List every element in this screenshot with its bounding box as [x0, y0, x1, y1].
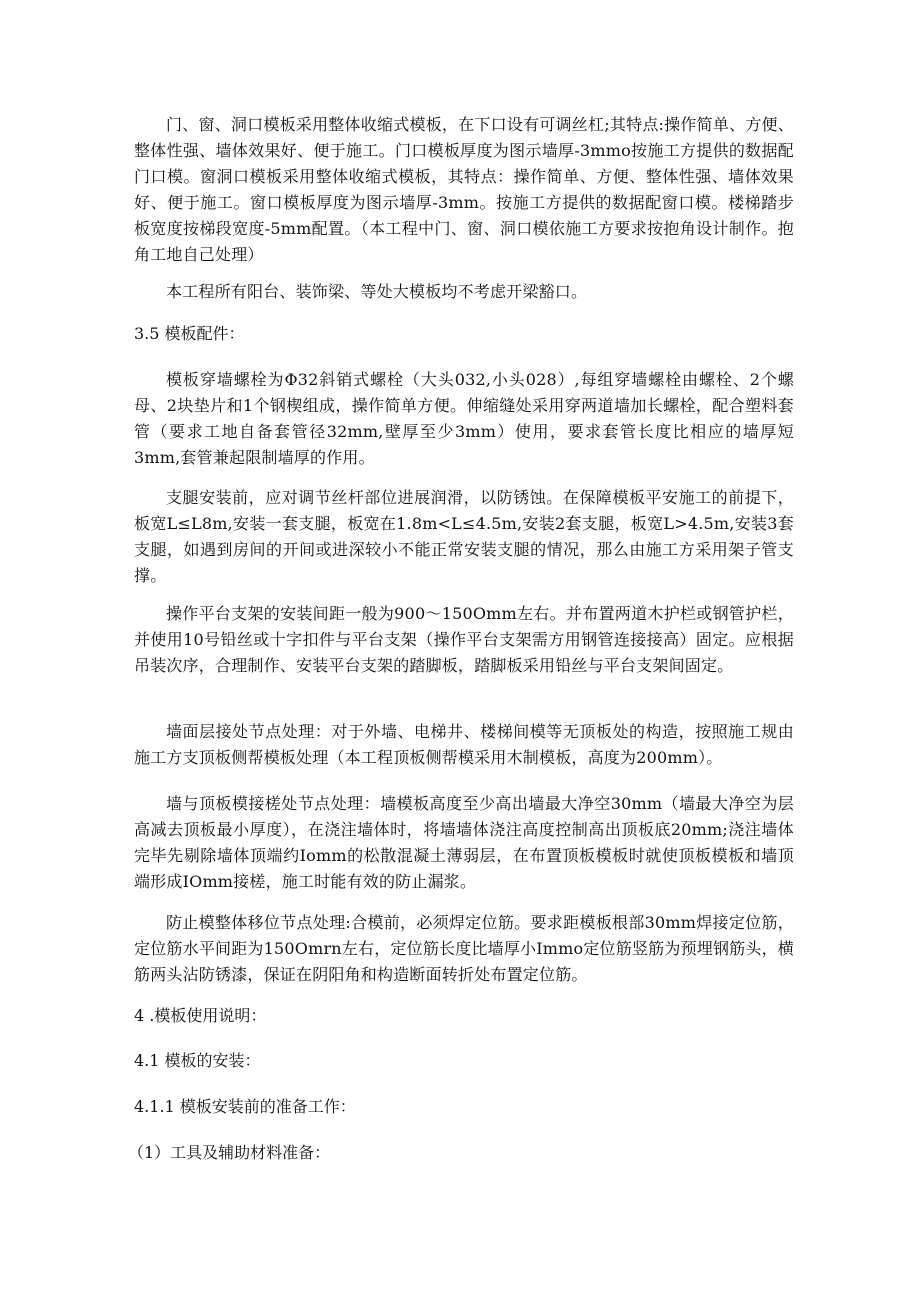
paragraph-platform-bracket: 操作平台支架的安装间距一般为900～150Omm左右。并布置两道木护栏或钢管护栏，并使用10号铅丝或十字扣件与平台支架（操作平台支架需方用钢管连接接高）固定。应根据吊装次序，合理制作、安装平台支架的踏脚板，踏脚板采用铅丝与平台支架间固定。: [134, 604, 794, 675]
paragraph-wall-layer-joint: 墙面层接处节点处理：对于外墙、电梯井、楼梯间模等无顶板处的构造，按照施工规由施工方支顶板侧帮模板处理（本工程顶板侧帮模采用木制模板，高度为200mm）。: [134, 722, 794, 767]
paragraph-support-legs: 支腿安装前，应对调节丝杆部位进展润滑，以防锈蚀。在保障模板平安施工的前提下，板宽L≤L8m,安装一套支腿，板宽在1.8m<L≤4.5m,安装2套支腿，板宽L>4.5m,安装3套支腿，如遇到房间的开间或进深较小不能正常安装支腿的情况，那么由施工方采用架子管支撑。: [134, 488, 794, 585]
paragraph-wall-bolts: 模板穿墙螺栓为Φ32斜销式螺栓（大头032,小头028）,每组穿墙螺栓由螺栓、2个螺母、2块垫片和1个钢楔组成，操作简单方便。伸缩缝处采用穿两道墙加长螺栓，配合塑料套管（要求工地自备套管径32mm,壁厚至少3mm）使用，要求套管长度比相应的墙厚短3mm,套管兼起限制墙厚的作用。: [134, 370, 794, 467]
heading-formwork-installation: 4.1 模板的安装：: [134, 1051, 261, 1070]
heading-formwork-usage: 4 .模板使用说明：: [134, 1006, 267, 1025]
paragraph-wall-slab-joint: 墙与顶板模接槎处节点处理：墙模板高度至少高出墙最大净空30mm（墙最大净空为层高减去顶板最小厚度），在浇注墙体时，将墙墙体浇注高度控制高出顶板底20mm;浇注墙体完毕先剔除墙体顶端约Iomm的松散混凝土薄弱层，在布置顶板模板时就使顶板模板和墙顶端形成IOmm接槎，施工时能有效的防止漏浆。: [134, 794, 794, 891]
heading-formwork-accessories: 3.5 模板配件：: [134, 324, 245, 343]
paragraph-balcony-beam: 本工程所有阳台、装饰梁、等处大模板均不考虑开梁豁口。: [166, 282, 588, 301]
heading-preparation-work: 4.1.1 模板安装前的准备工作：: [134, 1097, 356, 1116]
paragraph-prevent-displacement: 防止模整体移位节点处理:合模前，必须焊定位筋。要求距模板根部30mm焊接定位筋，定位筋水平间距为150Omrn左右，定位筋长度比墙厚小Immo定位筋竖筋为预埋钢筋头，横筋两头沾防锈漆，保证在阴阳角和构造断面转折处布置定位筋。: [134, 913, 794, 984]
paragraph-door-window-formwork: 门、窗、洞口模板采用整体收缩式模板，在下口设有可调丝杠;其特点:操作简单、方便、整体性强、墙体效果好、便于施工。门口模板厚度为图示墙厚-3mmo按施工方提供的数据配门口模。窗洞口模板采用整体收缩式模板，其特点：操作简单、方便、整体性强、墙体效果好、便于施工。窗口模板厚度为图示墙厚-3mm。按施工方提供的数据配窗口模。楼梯踏步板宽度按梯段宽度-5mm配置。（本工程中门、窗、洞口模依施工方要求按抱角设计制作。抱角工地自己处理）: [134, 115, 794, 264]
heading-tools-materials: （1）工具及辅助材料准备：: [128, 1143, 331, 1162]
